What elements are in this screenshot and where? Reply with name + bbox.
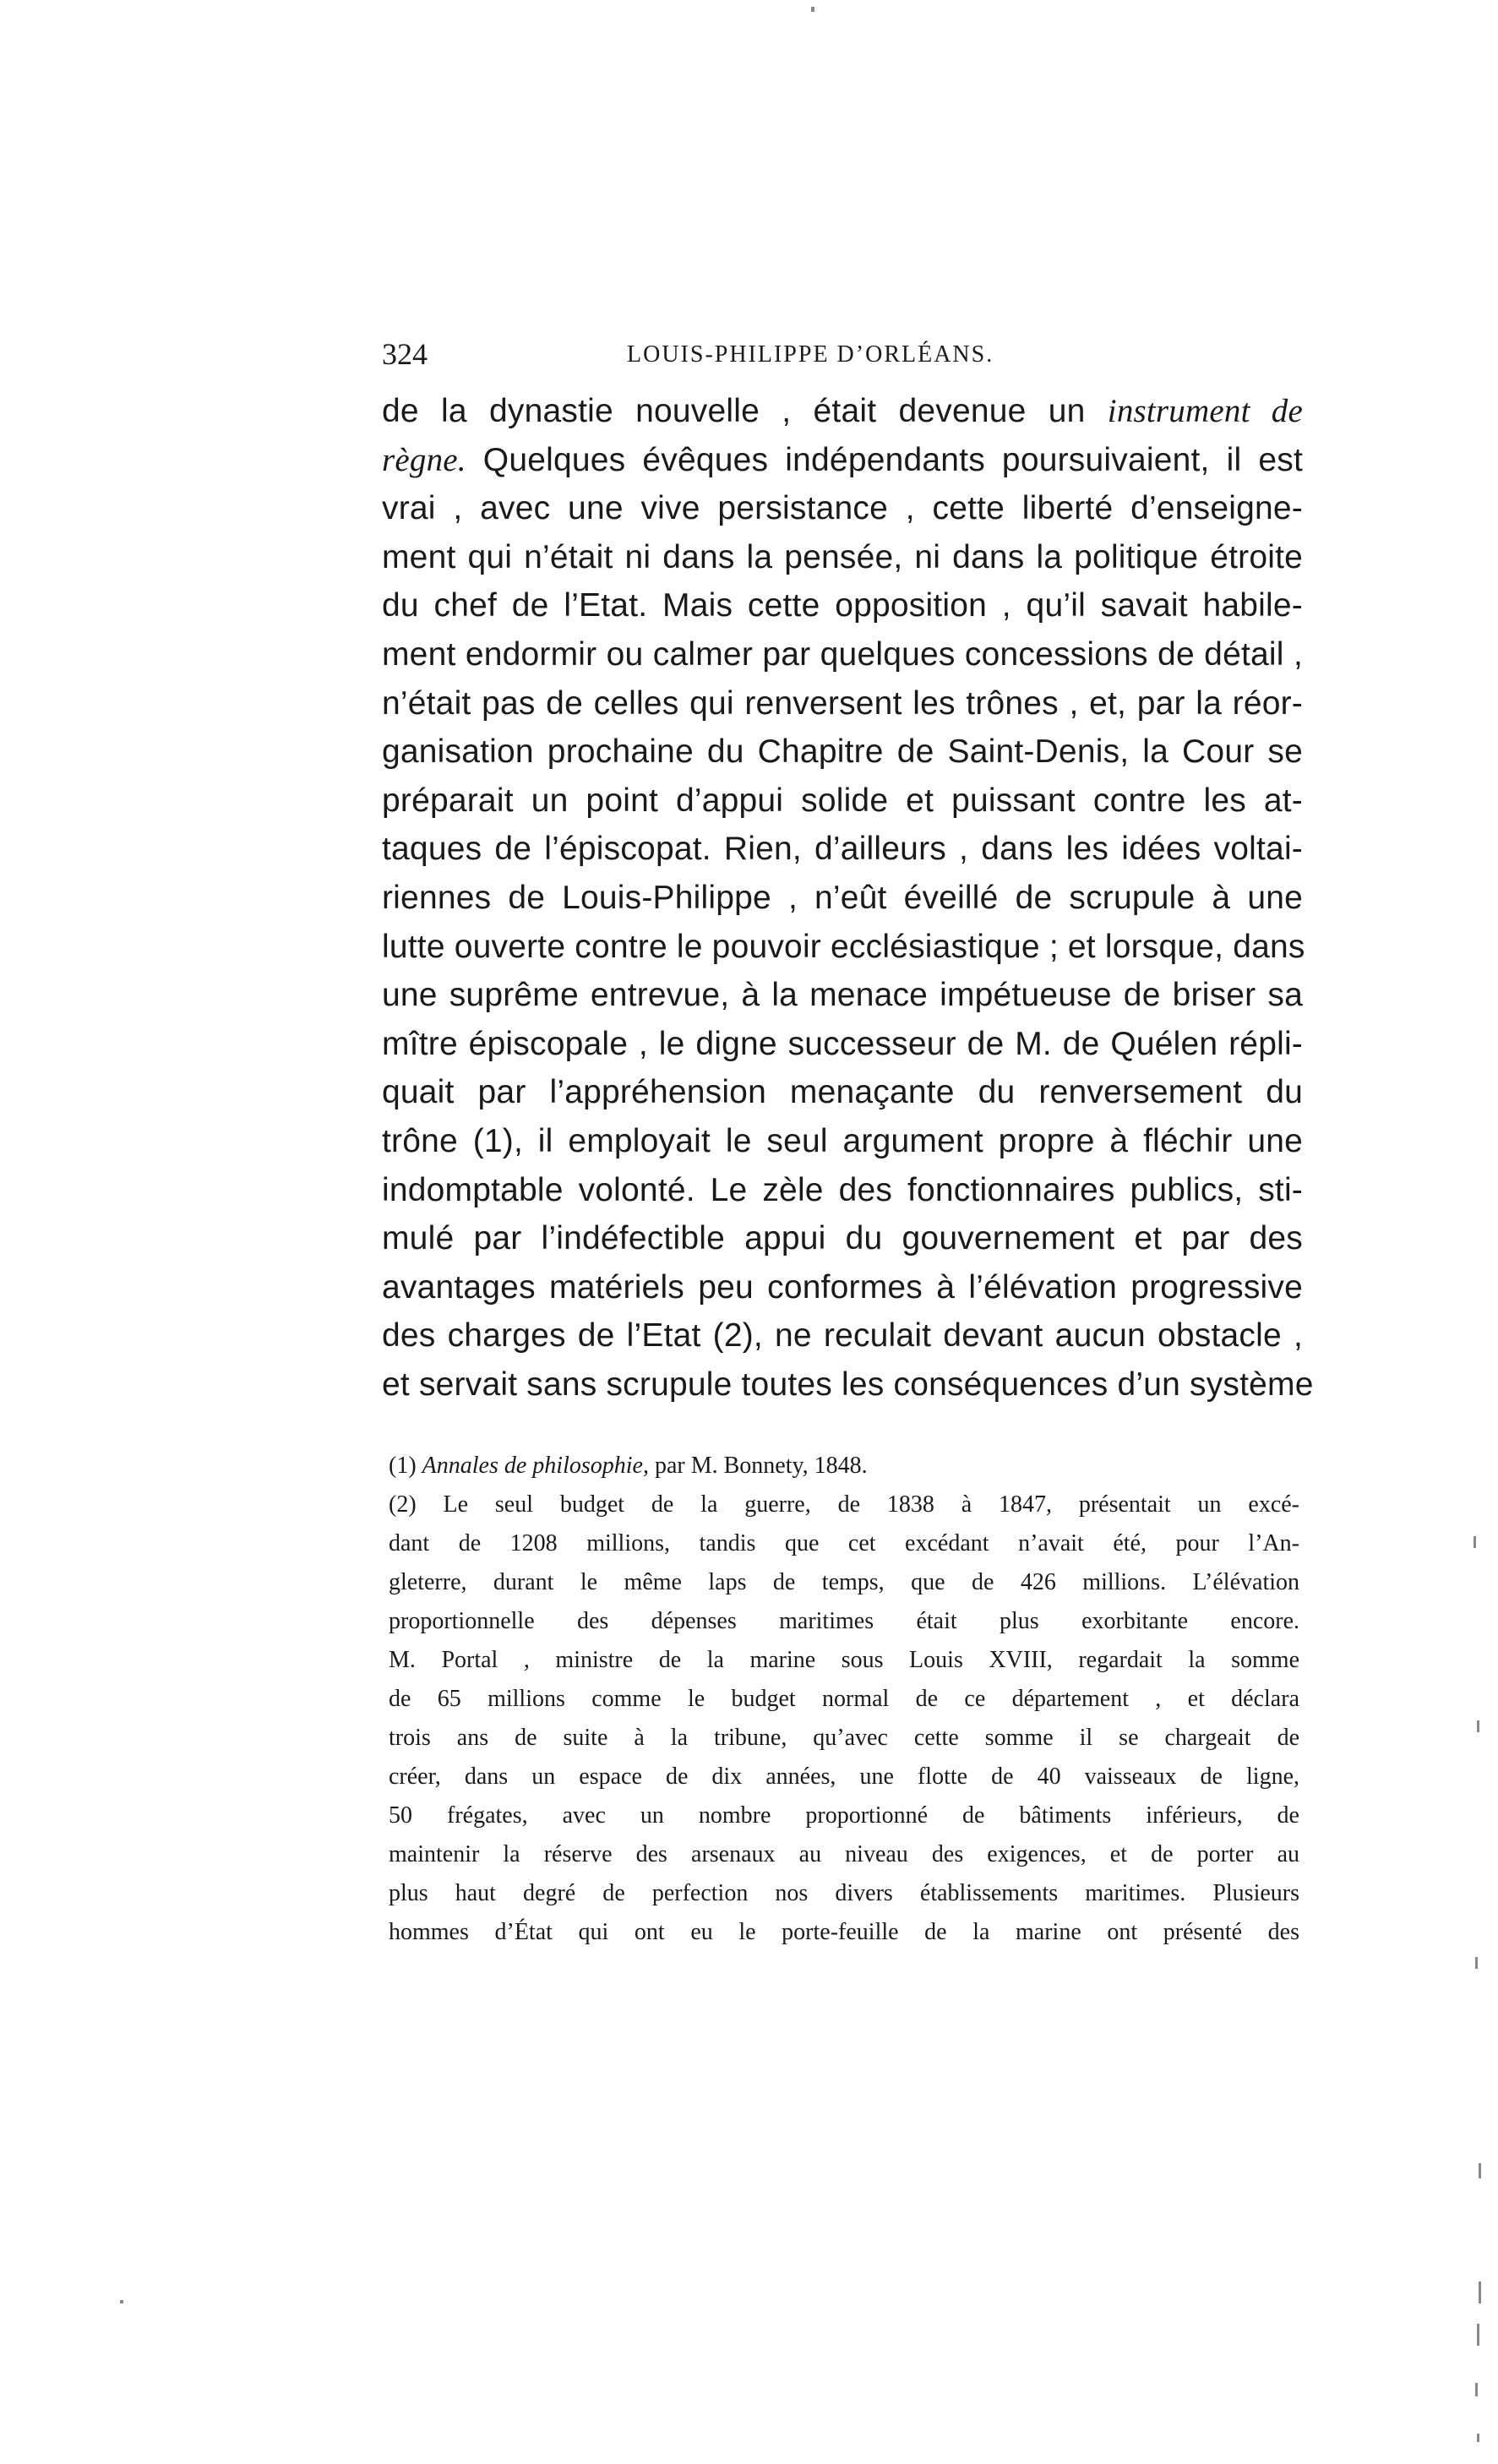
- footnote-line: [389, 1680, 1299, 1719]
- body-line: [382, 777, 1303, 826]
- line-text: une suprême entrevue, à la menace impétueuse de briser sa: [382, 977, 1303, 1014]
- body-line: [382, 484, 1303, 533]
- line-text: trois ans de suite à la tribune, qu’avec cette somme il se chargeait de: [389, 1725, 1299, 1751]
- line-text: avantages matériels peu conformes à l’élévation progressive: [382, 1268, 1303, 1306]
- page-header: [382, 336, 1303, 379]
- line-text: gleterre, durant le même laps de temps, que de 426 millions. L’élévation: [389, 1569, 1299, 1595]
- line-text: trône (1), il employait le seul argument propre à fléchir une: [382, 1122, 1303, 1159]
- line-text: de la dynastie nouvelle , était devenue un: [382, 393, 1108, 429]
- body-line: [382, 630, 1303, 679]
- line-text: quait par l’appréhension menaçante du renversement du: [382, 1074, 1303, 1111]
- footnote-line: [389, 1563, 1299, 1602]
- footnote-line: [389, 1835, 1299, 1874]
- page-number: 324: [382, 337, 428, 371]
- line-text: lutte ouverte contre le pouvoir ecclésiastique ; et lorsque, dans: [382, 928, 1305, 965]
- line-text: créer, dans un espace de dix années, une flotte de 40 vaisseaux de ligne,: [389, 1764, 1299, 1790]
- footnote-line: [389, 1758, 1299, 1796]
- footnote-line: [389, 1796, 1299, 1835]
- italic-text: règne.: [382, 441, 466, 478]
- line-text: par M. Bonnety, 1848.: [648, 1453, 868, 1479]
- scan-speck: [1479, 2163, 1481, 2178]
- line-text: hommes d’État qui ont eu le porte-feuille de la marine ont présenté des: [389, 1919, 1299, 1945]
- scan-speck: [811, 7, 814, 12]
- footnote-line: [389, 1641, 1299, 1680]
- scan-speck: [120, 2300, 123, 2303]
- body-line: [382, 728, 1303, 777]
- body-line: [382, 581, 1303, 630]
- scan-speck: [1473, 1536, 1476, 1548]
- scan-speck: [1477, 2434, 1479, 2442]
- body-line: [382, 1166, 1303, 1215]
- footnote-line: [389, 1913, 1299, 1952]
- body-line: [382, 1214, 1303, 1263]
- body-text: [382, 387, 1314, 1409]
- footnote-line: [389, 1602, 1299, 1641]
- italic-text: Annales de philosophie,: [422, 1453, 649, 1479]
- line-text: riennes de Louis-Philippe , n’eût éveillé de scrupule à une: [382, 879, 1303, 916]
- line-text: (2) Le seul budget de la guerre, de 1838 à 1847, présentait un excé-: [389, 1491, 1299, 1518]
- body-line: [382, 923, 1303, 972]
- body-line: [382, 436, 1303, 485]
- line-text: et servait sans scrupule toutes les conséquences d’un système: [382, 1366, 1314, 1403]
- line-text: (1): [389, 1453, 422, 1479]
- body-line: [382, 1117, 1303, 1166]
- line-text: de 65 millions comme le budget normal de ce département , et déclara: [389, 1686, 1299, 1712]
- line-text: du chef de l’Etat. Mais cette opposition , qu’il savait habile-: [382, 587, 1303, 624]
- line-text: taques de l’épiscopat. Rien, d’ailleurs , dans les idées voltai-: [382, 831, 1303, 868]
- body-line: [382, 1311, 1303, 1360]
- body-line: [382, 533, 1303, 582]
- body-line: [382, 825, 1303, 874]
- body-line: [382, 1360, 1314, 1409]
- line-text: mulé par l’indéfectible appui du gouvernement et par des: [382, 1220, 1303, 1257]
- body-line: [382, 1068, 1303, 1117]
- line-text: Quelques évêques indépendants poursuivaient, il est: [466, 441, 1303, 478]
- scan-speck: [1475, 2383, 1478, 2396]
- line-text: n’était pas de celles qui renversent les trônes , et, par la réor-: [382, 684, 1303, 722]
- line-text: proportionnelle des dépenses maritimes était plus exorbitante encore.: [389, 1608, 1299, 1634]
- line-text: M. Portal , ministre de la marine sous Louis XVIII, regardait la somme: [389, 1647, 1299, 1673]
- body-line: [382, 387, 1303, 436]
- scan-speck: [1479, 2281, 1481, 2303]
- line-text: des charges de l’Etat (2), ne reculait devant aucun obstacle ,: [382, 1317, 1303, 1355]
- line-text: dant de 1208 millions, tandis que cet excédant n’avait été, pour l’An-: [389, 1530, 1299, 1556]
- line-text: plus haut degré de perfection nos divers établissements maritimes. Plusieurs: [389, 1880, 1299, 1906]
- line-text: mître épiscopale , le digne successeur de M. de Quélen répli-: [382, 1025, 1303, 1062]
- line-text: indomptable volonté. Le zèle des fonctionnaires publics, sti-: [382, 1171, 1303, 1208]
- footnotes: [389, 1447, 1299, 1952]
- footnote-line: [389, 1874, 1299, 1913]
- scan-speck: [1477, 2324, 1479, 2346]
- italic-text: instrument de: [1107, 393, 1303, 429]
- line-text: maintenir la réserve des arsenaux au niveau des exigences, et de porter au: [389, 1841, 1299, 1867]
- footnote-line: [389, 1719, 1299, 1758]
- line-text: ment qui n’était ni dans la pensée, ni dans la politique étroite: [382, 538, 1303, 575]
- body-line: [382, 679, 1303, 728]
- scan-speck: [1475, 1957, 1478, 1969]
- line-text: ment endormir ou calmer par quelques concessions de détail ,: [382, 635, 1303, 673]
- running-title: LOUIS-PHILIPPE D’ORLÉANS.: [627, 341, 994, 368]
- line-text: ganisation prochaine du Chapitre de Saint-Denis, la Cour se: [382, 733, 1303, 771]
- footnote-line: [389, 1524, 1299, 1563]
- body-line: [382, 874, 1303, 923]
- body-line: [382, 1263, 1303, 1312]
- line-text: 50 frégates, avec un nombre proportionné de bâtiments inférieurs, de: [389, 1802, 1299, 1829]
- footnote-line: [389, 1485, 1299, 1524]
- body-line: [382, 971, 1303, 1020]
- body-line: [382, 1020, 1303, 1069]
- line-text: vrai , avec une vive persistance , cette liberté d’enseigne-: [382, 490, 1303, 527]
- scan-speck: [1477, 1720, 1479, 1732]
- line-text: préparait un point d’appui solide et puissant contre les at-: [382, 782, 1303, 819]
- footnote-line: [389, 1447, 1299, 1485]
